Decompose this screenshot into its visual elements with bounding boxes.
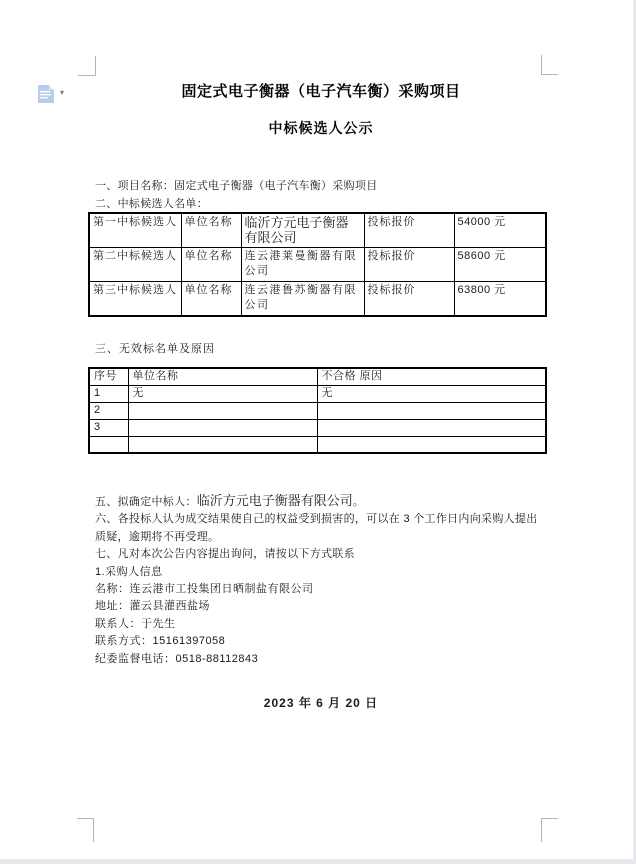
text-boundary-mark-bottom-left — [77, 818, 94, 842]
unit-cell — [128, 436, 317, 453]
bid-price-label: 投标报价 — [364, 282, 454, 317]
text-boundary-mark-top-right — [541, 55, 558, 75]
paste-options-button[interactable] — [34, 82, 74, 106]
candidate-rank: 第一中标候选人 — [89, 213, 181, 248]
reason-cell — [317, 419, 546, 436]
section-1-project-name: 一、项目名称：固定式电子衡器（电子汽车衡）采购项目 — [95, 180, 378, 192]
table-row — [89, 248, 546, 282]
table-row — [89, 282, 546, 317]
candidate-rank: 第三中标候选人 — [89, 282, 181, 317]
purchaser-contact-person: 联系人：于先生 — [95, 617, 176, 630]
col-header-unit: 单位名称 — [128, 368, 317, 385]
document-date: 2023 年 6 月 20 日 — [263, 695, 379, 710]
text-boundary-mark-top-left — [78, 56, 96, 76]
unit-name-label: 单位名称 — [181, 282, 241, 317]
section-7-contact-notice: 七、凡对本次公告内容提出询问，请按以下方式联系 — [95, 548, 355, 560]
col-header-reason: 不合格 原因 — [317, 368, 546, 385]
section-5-proposed-winner — [95, 492, 547, 511]
unit-name-value: 连云港莱曼衡器有限公司 — [241, 248, 364, 282]
section-6-objection-notice: 六、各投标人认为成交结果使自己的权益受到损害的，可以在 3 个工作日内向采购人提出质疑，逾期将不再受理。 — [95, 513, 538, 543]
winner-company-name: 临沂方元电子衡器有限公司 — [196, 493, 353, 508]
document-subtitle: 中标候选人公示 — [268, 120, 374, 136]
table-row — [89, 213, 546, 248]
reason-cell — [317, 436, 546, 453]
purchaser-info-block — [95, 564, 547, 668]
document-title: 固定式电子衡器（电子汽车衡）采购项目 — [181, 83, 461, 100]
bid-price-value: 58600 元 — [454, 248, 546, 282]
table-row — [89, 419, 546, 436]
section-2-candidate-list-heading: 二、中标候选人名单： — [95, 198, 208, 210]
bid-price-label: 投标报价 — [364, 248, 454, 282]
purchaser-phone: 联系方式：15161397058 — [95, 635, 226, 648]
text-boundary-mark-bottom-right — [541, 818, 558, 842]
seq-cell: 2 — [89, 402, 128, 419]
purchaser-name: 名称：连云港市工投集团日晒制盐有限公司 — [95, 582, 314, 595]
purchaser-heading: 1.采购人信息 — [95, 565, 163, 578]
app-background-edge-bottom — [0, 859, 636, 864]
bid-price-value: 63800 元 — [454, 282, 546, 317]
reason-cell — [317, 402, 546, 419]
reason-cell: 无 — [317, 385, 546, 402]
unit-name-label: 单位名称 — [181, 213, 241, 248]
candidate-rank: 第二中标候选人 — [89, 248, 181, 282]
unit-cell — [128, 402, 317, 419]
unit-name-value: 连云港鲁苏衡器有限公司 — [241, 282, 364, 317]
unit-cell — [128, 419, 317, 436]
document-page — [95, 75, 547, 723]
unit-cell: 无 — [128, 385, 317, 402]
chevron-down-icon[interactable]: ▾ — [60, 88, 65, 97]
bid-price-label: 投标报价 — [364, 213, 454, 248]
bid-price-value: 54000 元 — [454, 213, 546, 248]
seq-cell: 3 — [89, 419, 128, 436]
winner-suffix: 。 — [352, 496, 365, 508]
section-3-invalid-bids-heading: 三、无效标名单及原因 — [95, 343, 215, 355]
seq-cell — [89, 436, 128, 453]
unit-name-label: 单位名称 — [181, 248, 241, 282]
supervision-phone: 纪委监督电话：0518-88112843 — [95, 652, 259, 665]
col-header-seq: 序号 — [89, 368, 128, 385]
table-row — [89, 436, 546, 453]
unit-name-value: 临沂方元电子衡器有限公司 — [241, 213, 364, 248]
table-row — [89, 402, 546, 419]
invalid-bids-table — [88, 367, 547, 454]
candidates-table — [88, 212, 547, 317]
table-row — [89, 385, 546, 402]
table-header-row — [89, 368, 546, 385]
seq-cell: 1 — [89, 385, 128, 402]
purchaser-address: 地址：灌云县灌西盐场 — [95, 600, 210, 613]
winner-prefix: 五、拟确定中标人： — [95, 496, 197, 508]
